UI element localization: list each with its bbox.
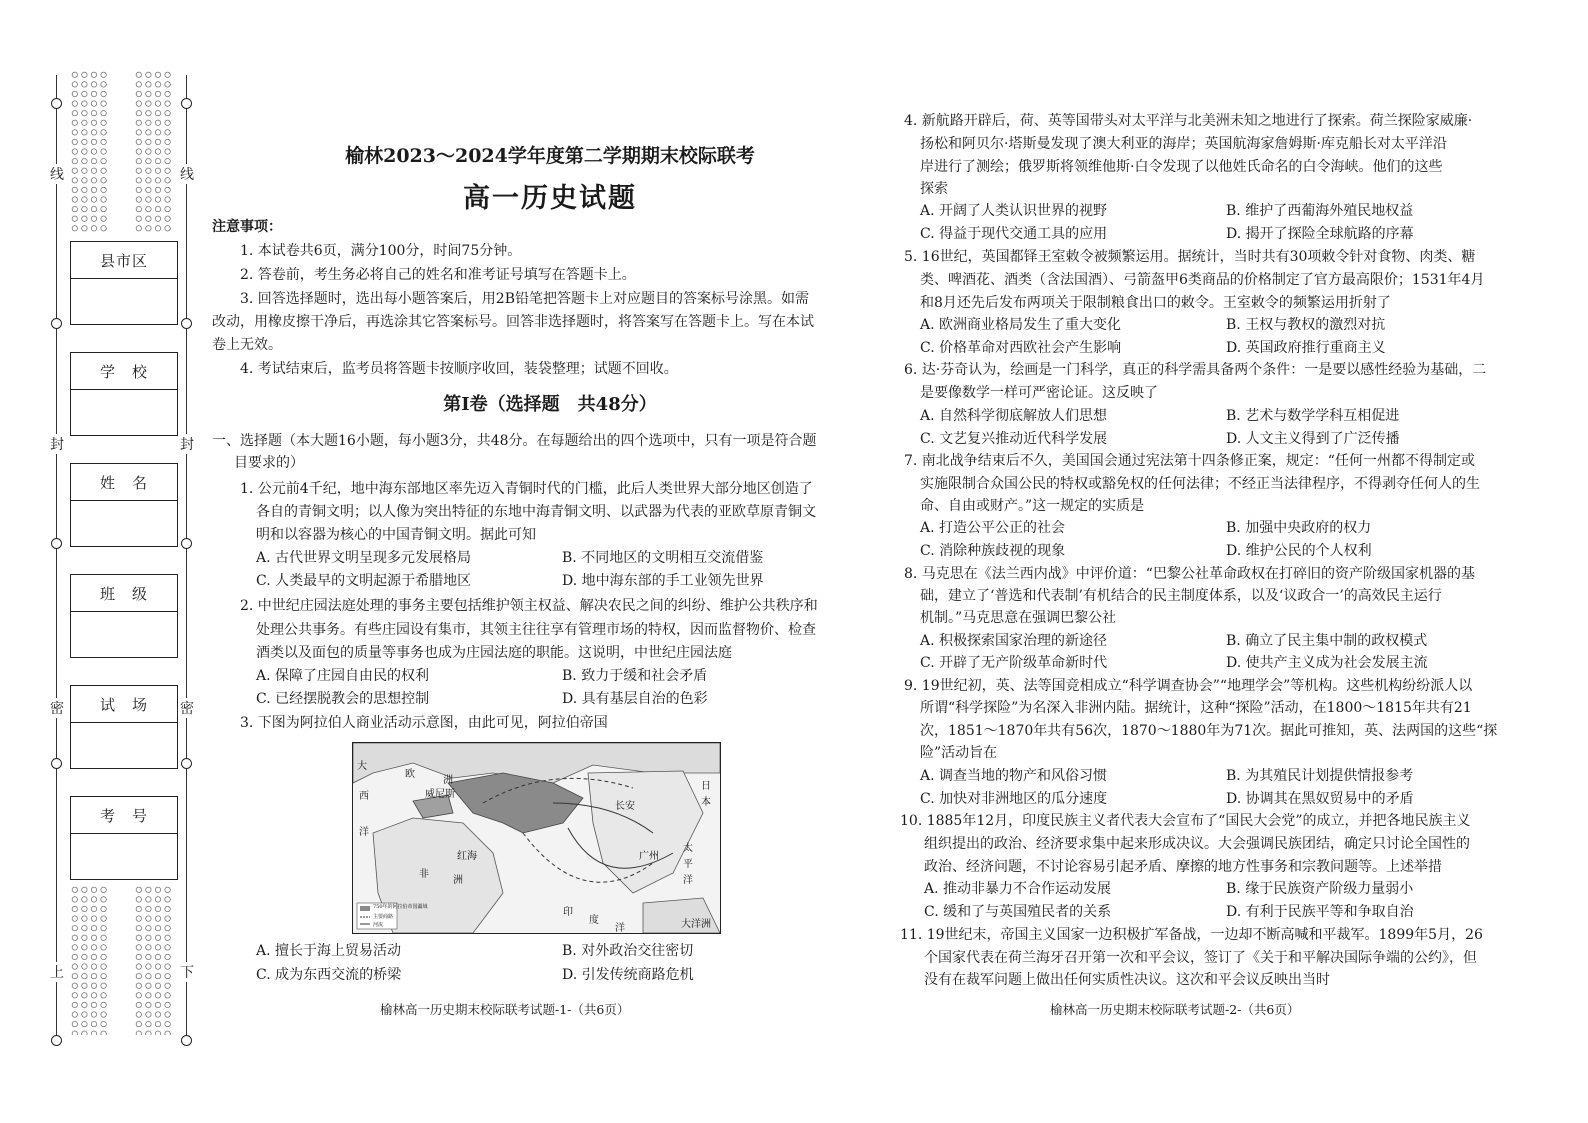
answer-option[interactable]: A. 积极探索国家治理的新途径	[920, 633, 1108, 649]
question-stem: 7. 南北战争结束后不久，美国国会通过宪法第十四条修正案，规定：“任何一州都不得制定或	[904, 453, 1475, 469]
question-stem: 11. 19世纪末，帝国主义国家一边积极扩军备战，一边却不断高喊和平裁军。1899年5月，26	[900, 927, 1483, 943]
section-title: 第Ⅰ卷（选择题 共48分）	[443, 394, 657, 415]
question-stem: 酒类以及面包的质量等事务也成为庄园法庭的职能。这说明，中世纪庄园法庭	[256, 645, 732, 661]
binding-ring	[181, 1035, 192, 1046]
map-label: 印	[563, 907, 573, 918]
answer-option[interactable]: D. 人文主义得到了广泛传播	[1226, 431, 1400, 447]
answer-option[interactable]: C. 消除种族歧视的现象	[920, 543, 1066, 559]
map-label: 非	[419, 869, 429, 880]
answer-option[interactable]: B. 为其殖民计划提供情报参考	[1226, 768, 1414, 784]
subject-title: 高一历史试题	[463, 183, 637, 214]
map-legend-item: 主要商路	[373, 914, 394, 920]
answer-option[interactable]: A. 擅长于海上贸易活动	[256, 943, 402, 959]
question-stem: 组织提出的政治、经济要求集中起来形成决议。大会强调民族团结，确定只讨论全国性的	[924, 836, 1470, 852]
answer-option[interactable]: C. 价格革命对西欧社会产生影响	[920, 340, 1122, 356]
question-stem: 3. 下图为阿拉伯人商业活动示意图，由此可见，阿拉伯帝国	[240, 715, 608, 731]
notice-line: 1. 本试卷共6页，满分100分，时间75分钟。	[240, 243, 522, 259]
question-stem: 各自的青铜文明；以人像为突出特征的东地中海青铜文明、以武器为代表的亚欧草原青铜文	[256, 504, 816, 520]
answer-option[interactable]: B. 维护了西葡海外殖民地权益	[1226, 203, 1414, 219]
answer-option[interactable]: B. 艺术与数学学科互相促进	[1226, 408, 1400, 424]
answer-option[interactable]: A. 欧洲商业格局发生了重大变化	[920, 317, 1122, 333]
question-stem: 明和以容器为核心的中国青铜文明。据此可知	[256, 527, 536, 543]
answer-option[interactable]: B. 确立了民主集中制的政权模式	[1226, 633, 1428, 649]
question-stem: 险”活动旨在	[920, 745, 998, 761]
field-county[interactable]	[70, 241, 178, 325]
question-stem: 个国家代表在荷兰海牙召开第一次和平会议，签订了《关于和平解决国际争端的公约》，但	[924, 950, 1477, 966]
map-label: 日	[701, 781, 711, 792]
notice-line: 3. 回答选择题时，选出每小题答案后，用2B铅笔把答题卡上对应题目的答案标号涂黑。如需	[240, 291, 810, 307]
answer-option[interactable]: A. 开阔了人类认识世界的视野	[920, 203, 1108, 219]
answer-option[interactable]: D. 地中海东部的手工业领先世界	[562, 573, 764, 589]
answer-option[interactable]: C. 加快对非洲地区的瓜分速度	[920, 791, 1108, 807]
map-label: 长安	[615, 801, 635, 812]
map-label: 洋	[615, 923, 625, 934]
field-label: 姓 名	[71, 464, 177, 501]
question-stem: 岸进行了测绘；俄罗斯将领维他斯·白令发现了以他姓氏命名的白令海峡。他们的这些	[920, 159, 1443, 175]
question-stem: 5. 16世纪，英国都铎王室敕令被频繁运用。据统计，当时共有30项敕令针对食物、肉类、糖	[904, 249, 1476, 265]
question-stem: 9. 19世纪初，英、法等国竞相成立“科学调查协会”“地理学会”等机构。这些机构纷纷派人以	[904, 678, 1473, 694]
binding-ring	[181, 538, 192, 549]
map-label: 西	[359, 791, 369, 802]
cut-label-shang: 上	[47, 962, 67, 982]
answer-option[interactable]: C. 文艺复兴推动近代科学发展	[920, 431, 1108, 447]
map-label: 洋	[359, 827, 369, 838]
cut-label-feng: 封	[47, 434, 67, 454]
binding-ring	[181, 318, 192, 329]
answer-option[interactable]: B. 不同地区的文明相互交流借鉴	[562, 550, 764, 566]
map-legend-item: 河流	[373, 922, 384, 928]
notice-line: 改动，用橡皮擦干净后，再选涂其它答案标号。回答非选择题时，将答案写在答题卡上。写在本试	[212, 314, 814, 330]
answer-option[interactable]: D. 揭开了探险全球航路的序幕	[1226, 226, 1414, 242]
notice-line: 卷上无效。	[212, 337, 282, 353]
binding-dot-column-left	[70, 70, 110, 232]
map-label: 太	[683, 843, 693, 854]
field-label: 县市区	[71, 242, 177, 279]
answer-option[interactable]: D. 有利于民族平等和争取自治	[1226, 904, 1414, 920]
binding-ring	[181, 98, 192, 109]
binding-line-right	[186, 75, 187, 1045]
answer-option[interactable]: D. 使共产主义成为社会发展主流	[1226, 655, 1428, 671]
question-stem: 扬松和阿贝尔·塔斯曼发现了澳大利亚的海岸；英国航海家詹姆斯·库克船长对太平洋沿	[920, 136, 1447, 152]
question-stem: 6. 达·芬奇认为，绘画是一门科学，真正的科学需具备两个条件：一是要以感性经验为基础，二	[904, 362, 1487, 378]
question-stem: 4. 新航路开辟后，荷、英等国带头对太平洋与北美洲未知之地进行了探索。荷兰探险家威廉·	[904, 113, 1473, 129]
answer-option[interactable]: A. 调查当地的物产和风俗习惯	[920, 768, 1108, 784]
page-footer-left: 榆林高一历史期末校际联考试题-1-（共6页）	[380, 1002, 630, 1017]
notice-line: 2. 答卷前，考生务必将自己的姓名和准考证号填写在答题卡上。	[240, 267, 636, 283]
field-exam-number[interactable]	[70, 796, 178, 880]
part-intro: 一、选择题（本大题16小题，每小题3分，共48分。在每题给出的四个选项中，只有一项是符合题	[212, 433, 817, 449]
cut-label-mi: 密	[177, 698, 197, 718]
question-stem: 类、啤酒花、酒类（含法国酒）、弓箭盔甲6类商品的价格制定了官方最高限价；1531年4月	[920, 272, 1485, 288]
map-label: 红海	[457, 851, 477, 862]
map-label: 广州	[639, 851, 659, 862]
question-stem: 1. 公元前4千纪，地中海东部地区率先迈入青铜时代的门槛，此后人类世界大部分地区创造了	[240, 481, 813, 497]
binding-ring	[51, 1035, 62, 1046]
answer-option[interactable]: C. 缓和了与英国殖民者的关系	[924, 904, 1112, 920]
page-footer-right: 榆林高一历史期末校际联考试题-2-（共6页）	[1050, 1002, 1300, 1017]
arab-trade-map	[352, 742, 721, 934]
answer-option[interactable]: A. 古代世界文明呈现多元发展格局	[256, 550, 472, 566]
notice-heading: 注意事项：	[212, 219, 282, 235]
answer-option[interactable]: A. 打造公平公正的社会	[920, 520, 1066, 536]
answer-option[interactable]: B. 加强中央政府的权力	[1226, 520, 1372, 536]
question-stem: 是要像数学一样可严密论证。这反映了	[920, 385, 1158, 401]
part-intro: 目要求的）	[234, 455, 304, 471]
field-name[interactable]	[70, 463, 178, 547]
answer-option[interactable]: C. 开辟了无产阶级革命新时代	[920, 655, 1108, 671]
question-stem: 2. 中世纪庄园法庭处理的事务主要包括维护领主权益、解决农民之间的纠纷、维护公共秩序和	[240, 598, 818, 614]
answer-option[interactable]: D. 引发传统商路危机	[562, 967, 694, 983]
cut-label-mi: 密	[47, 698, 67, 718]
field-label: 学 校	[71, 353, 177, 390]
map-label: 洲	[443, 775, 453, 786]
answer-option[interactable]: B. 缘于民族资产阶级力量弱小	[1226, 881, 1414, 897]
question-stem: 没有在裁军问题上做出任何实质性决议。这次和平会议反映出当时	[924, 972, 1330, 988]
map-label: 本	[701, 797, 711, 808]
map-label: 洲	[453, 875, 463, 886]
binding-ring	[51, 538, 62, 549]
answer-option[interactable]: A. 保障了庄园自由民的权利	[256, 668, 430, 684]
answer-option[interactable]: D. 协调其在黑奴贸易中的矛盾	[1226, 791, 1414, 807]
answer-option[interactable]: C. 成为东西交流的桥梁	[256, 967, 402, 983]
map-label: 平	[683, 859, 693, 870]
field-exam-room[interactable]	[70, 685, 178, 769]
binding-ring	[181, 758, 192, 769]
binding-line-left	[56, 75, 57, 1045]
exam-title: 榆林2023～2024学年度第二学期期末校际联考	[345, 145, 755, 167]
question-stem: 机制。”马克思意在强调巴黎公社	[920, 610, 1117, 626]
cut-label-feng: 封	[177, 434, 197, 454]
question-stem: 实施限制合众国公民的特权或豁免权的任何法律；不经正当法律程序，不得剥夺任何人的生	[920, 476, 1480, 492]
answer-option[interactable]: C. 已经摆脱教会的思想控制	[256, 691, 430, 707]
answer-option[interactable]: B. 致力于缓和社会矛盾	[562, 668, 708, 684]
question-stem: 所谓“科学探险”为名深入非洲内陆。据统计，这种“探险”活动，在1800～1815年共有21	[920, 700, 1472, 716]
cut-label-xia: 下	[177, 962, 197, 982]
question-stem: 探索	[920, 181, 948, 197]
field-label: 试 场	[71, 686, 177, 723]
answer-option[interactable]: D. 具有基层自治的色彩	[562, 691, 708, 707]
binding-dot-column-left-bottom	[70, 885, 110, 1035]
field-label: 考 号	[71, 797, 177, 834]
binding-ring	[51, 98, 62, 109]
map-label: 大	[357, 761, 367, 772]
map-label: 度	[589, 915, 599, 926]
cut-label-xian: 线	[177, 164, 197, 184]
map-legend-item: 750年的阿拉伯帝国疆域	[373, 904, 428, 910]
answer-option[interactable]: B. 王权与教权的激烈对抗	[1226, 317, 1386, 333]
answer-option[interactable]: C. 得益于现代交通工具的应用	[920, 226, 1108, 242]
map-label: 大洋洲	[681, 919, 711, 930]
binding-ring	[51, 318, 62, 329]
question-stem: 10. 1885年12月，印度民族主义者代表大会宣布了“国民大会党”的成立，并把各地民族主义	[900, 813, 1471, 829]
question-stem: 命、自由或财产。”这一规定的实质是	[920, 498, 1145, 514]
field-class[interactable]	[70, 574, 178, 658]
cut-label-xian: 线	[47, 164, 67, 184]
question-stem: 础，建立了‘普选和代表制’有机结合的民主制度体系，以及‘议政合一’的高效民主运行	[920, 588, 1442, 604]
map-label: 洋	[683, 875, 693, 886]
field-label: 班 级	[71, 575, 177, 612]
answer-option[interactable]: B. 对外政治交往密切	[562, 943, 694, 959]
map-label: 威尼斯	[425, 789, 455, 800]
answer-option[interactable]: A. 自然科学彻底解放人们思想	[920, 408, 1108, 424]
answer-option[interactable]: D. 维护公民的个人权利	[1226, 543, 1372, 559]
question-stem: 次，1851～1870年共有56次，1870～1880年为71次。据此可推知，英、法两国的这些“探	[920, 723, 1498, 739]
question-stem: 处理公共事务。有些庄园设有集市，其领主往往享有管理市场的特权，因而监督物价、检查	[256, 622, 816, 638]
question-stem: 8. 马克思在《法兰西内战》中评价道：“巴黎公社革命政权在打碎旧的资产阶级国家机器的基	[904, 566, 1475, 582]
answer-option[interactable]: A. 推动非暴力不合作运动发展	[924, 881, 1112, 897]
question-stem: 和8月还先后发布两项关于限制粮食出口的敕令。王室敕令的频繁运用折射了	[920, 295, 1391, 311]
field-school[interactable]	[70, 352, 178, 436]
answer-option[interactable]: D. 英国政府推行重商主义	[1226, 340, 1386, 356]
notice-line: 4. 考试结束后，监考员将答题卡按顺序收回，装袋整理；试题不回收。	[240, 361, 678, 377]
answer-option[interactable]: C. 人类最早的文明起源于希腊地区	[256, 573, 472, 589]
binding-ring	[51, 758, 62, 769]
question-stem: 政治、经济问题，不讨论容易引起矛盾、摩擦的地方性事务和宗教问题等。上述举措	[924, 859, 1442, 875]
binding-dot-column-right	[134, 70, 174, 232]
map-label: 欧	[405, 769, 415, 780]
binding-dot-column-right-bottom	[134, 885, 174, 1035]
